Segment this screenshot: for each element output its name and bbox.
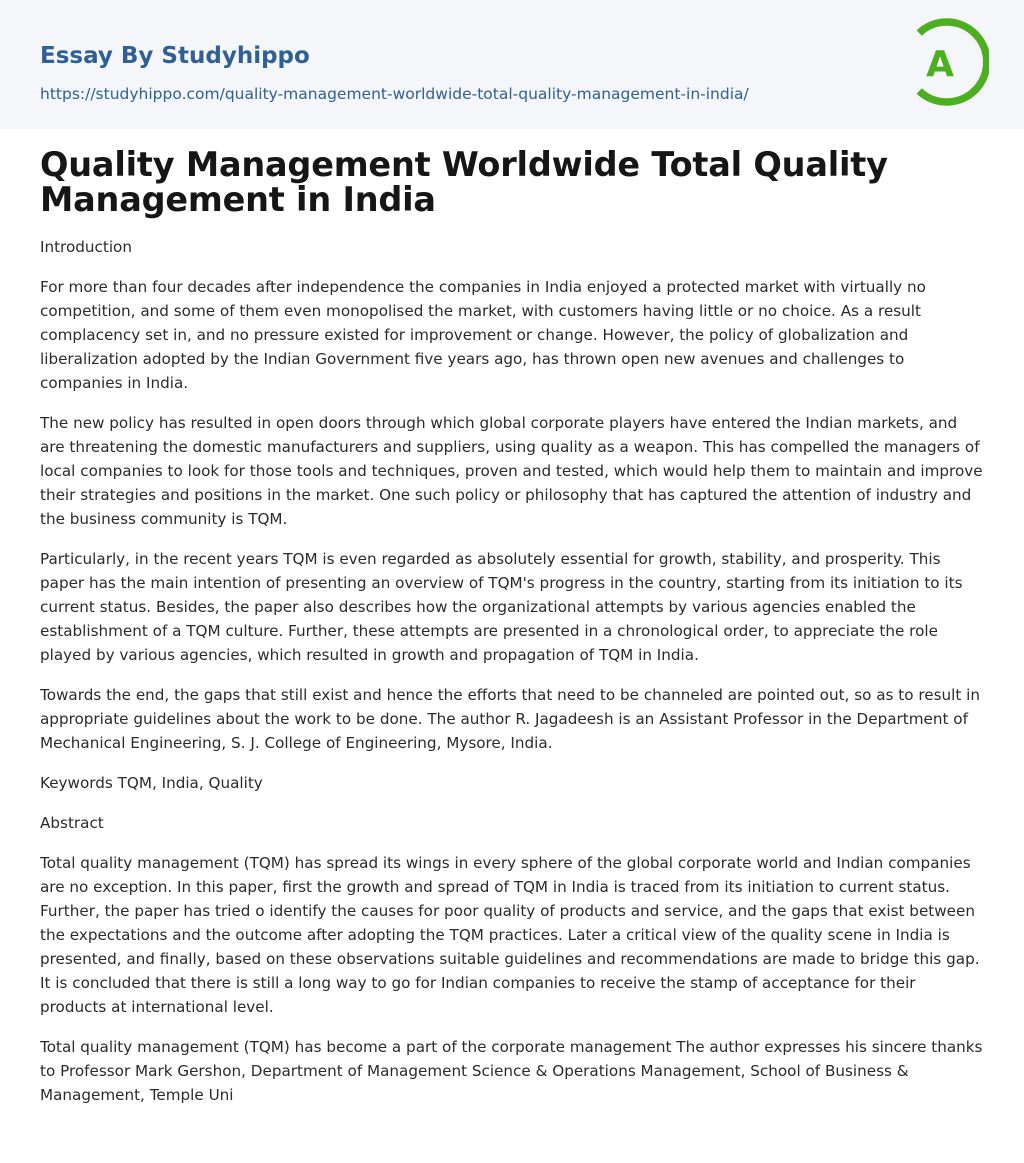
site-header [0, 0, 1024, 129]
paragraph: Particularly, in the recent years TQM is even regarded as absolutely essential for growth, stability, and prosperity. This paper has the main intention of presenting an overview of TQM's progress in the country, starting from its initiation to its current status. Besides, the paper also describes how the organizational attempts by various agencies enabled the establishment of a TQM culture. Further, these attempts are presented in a chronological order, to appreciate the role played by various agencies, which resulted in growth and propagation of TQM in India. [40, 550, 963, 664]
logo-icon [909, 17, 989, 107]
paragraph: The new policy has resulted in open doors through which global corporate players have entered the Indian markets, and are threatening the domestic manufacturers and suppliers, using quality as a weapon. This has compelled the managers of local companies to look for those tools and techniques, proven and tested, which would help them to maintain and improve their strategies and positions in the market. One such policy or philosophy that has captured the attention of industry and the business community is TQM. [40, 414, 983, 528]
logo-letter: A [926, 44, 954, 85]
section-heading-abstract: Abstract [40, 814, 104, 832]
section-heading-introduction: Introduction [40, 238, 132, 256]
paragraph: For more than four decades after independence the companies in India enjoyed a protected market with virtually no competition, and some of them even monopolised the market, with customers having little or no choice. As a result complacency set in, and no pressure existed for improvement or change. However, the policy of globalization and liberalization adopted by the Indian Government five years ago, has thrown open new avenues and challenges to companies in India. [40, 278, 926, 392]
keywords-line: Keywords TQM, India, Quality [40, 774, 263, 792]
article [40, 147, 986, 1107]
paragraph: Towards the end, the gaps that still exist and hence the efforts that need to be channeled are pointed out, so as to result in appropriate guidelines about the work to be done. The author R. Jagadeesh is an Assistant Professor in the Department of Mechanical Engineering, S. J. College of Engineering, Mysore, India. [40, 686, 980, 752]
studyhippo-logo[interactable] [909, 17, 989, 107]
page-title: Quality Management Worldwide Total Quality Management in India [40, 145, 888, 219]
site-title[interactable]: Essay By Studyhippo [40, 43, 310, 69]
source-url-link[interactable]: https://studyhippo.com/quality-management-worldwide-total-quality-management-in-india/ [40, 85, 749, 103]
paragraph: Total quality management (TQM) has spread its wings in every sphere of the global corporate world and Indian companies are no exception. In this paper, first the growth and spread of TQM in India is traced from its initiation to current status. Further, the paper has tried o identify the causes for poor quality of products and service, and the gaps that exist between the expectations and the outcome after adopting the TQM practices. Later a critical view of the quality scene in India is presented, and finally, based on these observations suitable guidelines and recommendations are made to bridge this gap. It is concluded that there is still a long way to go for Indian companies to receive the stamp of acceptance for their products at international level. [40, 854, 980, 1016]
paragraph: Total quality management (TQM) has become a part of the corporate management The author expresses his sincere thanks to Professor Mark Gershon, Department of Management Science & Operations Management, School of Business & Management, Temple Uni [40, 1038, 983, 1104]
